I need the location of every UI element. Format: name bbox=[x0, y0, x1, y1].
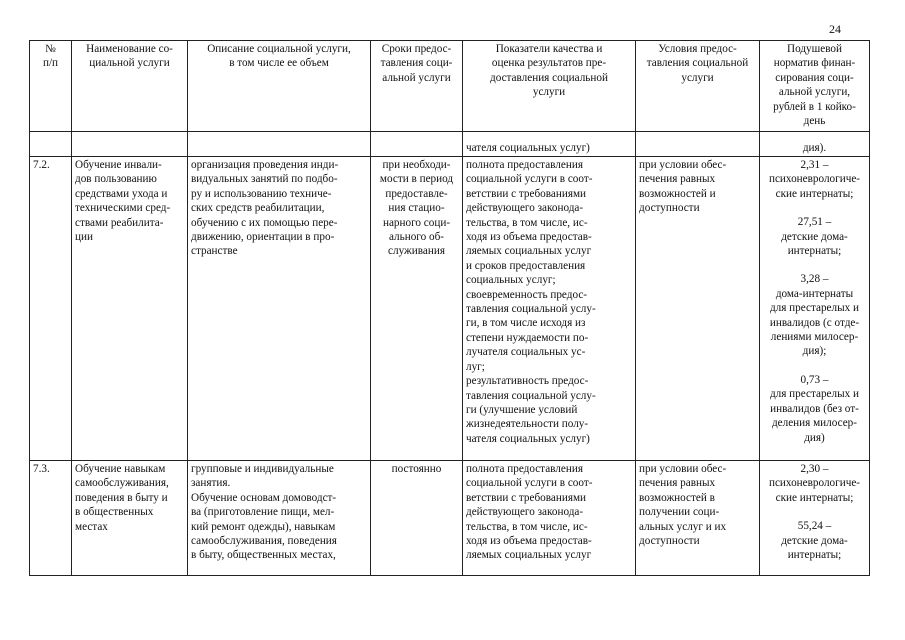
norm-value: 0,73 – bbox=[800, 373, 829, 386]
norm-value: 27,51 – bbox=[797, 216, 832, 229]
text-line: занятия. bbox=[191, 477, 231, 490]
text-line: постоянно bbox=[391, 463, 442, 475]
norm-institution-type: ские интернаты; bbox=[775, 187, 854, 200]
text-line: ходя из объема предостав- bbox=[466, 231, 592, 244]
text-line: оценка результатов пре- bbox=[491, 57, 607, 70]
norm-institution-type: инвалидов (без от- bbox=[770, 402, 859, 415]
text-line: альных услуг и их bbox=[639, 520, 727, 533]
text-line: при необходи- bbox=[382, 159, 451, 171]
text-line: тавления социальной bbox=[646, 57, 749, 70]
continuation-indicators: чателя социальных услуг) bbox=[463, 132, 636, 157]
text-line: самообслуживания, поведения bbox=[191, 535, 337, 548]
text-line: при условии обес- bbox=[639, 463, 727, 475]
text-line: движению, ориентации в про- bbox=[191, 231, 335, 244]
text-line: ствами реабилита- bbox=[75, 216, 164, 229]
service-name bbox=[72, 157, 188, 461]
text-line: действующего законода- bbox=[466, 202, 584, 215]
header-financing-norm bbox=[760, 41, 870, 132]
text-line: день bbox=[803, 115, 826, 128]
norm-value: 55,24 – bbox=[797, 520, 832, 533]
text-line: циальной услуги bbox=[89, 57, 170, 70]
norm-institution-type: психоневрологиче- bbox=[768, 477, 861, 490]
text-line: Описание социальной услуги, bbox=[207, 43, 351, 55]
text-line: Сроки предос- bbox=[381, 43, 452, 55]
norm-institution-type: для престарелых и bbox=[769, 388, 860, 401]
text-line: ции bbox=[75, 231, 93, 244]
text-line: при условии обес- bbox=[639, 159, 727, 171]
service-description bbox=[188, 461, 371, 576]
text-line: доступности bbox=[639, 535, 700, 548]
text-line: ги (улучшение условий bbox=[466, 403, 578, 416]
text-line: ального об- bbox=[388, 231, 445, 244]
text-line: местах bbox=[75, 520, 108, 533]
text-line: норматив финан- bbox=[773, 57, 856, 70]
text-line: № bbox=[45, 43, 56, 55]
norm-institution-type: инвалидов (с отде- bbox=[769, 316, 860, 329]
norm-institution-type: психоневрологиче- bbox=[768, 173, 861, 186]
text-line: тавления соци- bbox=[380, 57, 453, 70]
norm-institution-type: детские дома- bbox=[781, 230, 848, 243]
service-conditions bbox=[636, 461, 760, 576]
text-line: альной услуги bbox=[382, 71, 451, 84]
text-line: печения равных bbox=[639, 173, 716, 186]
norm-value: 2,30 – bbox=[800, 463, 829, 475]
norm-institution-type: дома-интернаты bbox=[775, 287, 854, 300]
table-header-row bbox=[30, 41, 870, 132]
text-line: возможностей и bbox=[639, 187, 716, 200]
text-line: социальной услуги в соот- bbox=[466, 173, 593, 186]
text-line: возможностей в bbox=[639, 491, 715, 504]
text-line: Обучение навыкам bbox=[75, 463, 166, 475]
quality-indicators bbox=[463, 461, 636, 576]
text-line: результативность предос- bbox=[466, 375, 589, 388]
text-line: в том числе ее объем bbox=[229, 57, 329, 70]
text-line: видуальных занятий по подбо- bbox=[191, 173, 338, 186]
text-line: услуги bbox=[532, 86, 566, 99]
text-line: ния стацио- bbox=[388, 202, 445, 215]
header-description bbox=[188, 41, 371, 132]
financing-norm bbox=[760, 461, 870, 576]
text-line: и сроков предоставления bbox=[466, 259, 586, 272]
text-line: получении соци- bbox=[639, 506, 720, 519]
service-conditions bbox=[636, 157, 760, 461]
text-line: рублей в 1 койко- bbox=[773, 100, 856, 113]
norm-value: 3,28 – bbox=[800, 273, 829, 286]
text-line: лучателя социальных ус- bbox=[466, 346, 586, 359]
text-line: тавления социальной услу- bbox=[466, 389, 596, 402]
header-quality-indicators bbox=[463, 41, 636, 132]
text-line: доступности bbox=[639, 202, 700, 215]
row-number: 7.3. bbox=[30, 461, 72, 576]
text-line: техническими сред- bbox=[75, 202, 171, 215]
page-number: 24 bbox=[829, 22, 841, 36]
text-line: нарного соци- bbox=[382, 216, 451, 229]
text-line: средствами ухода и bbox=[75, 187, 168, 200]
text-line: тельства, в том числе, ис- bbox=[466, 520, 588, 533]
text-line: ру и использованию техниче- bbox=[191, 187, 332, 200]
row-number: 7.2. bbox=[30, 157, 72, 461]
text-line: в общественных bbox=[75, 506, 154, 519]
norm-institution-type: для престарелых и bbox=[769, 302, 860, 315]
continuation-row bbox=[30, 132, 870, 157]
header-terms bbox=[371, 41, 463, 132]
text-line: предоставле- bbox=[385, 187, 448, 200]
text-line: альной услуги, bbox=[778, 86, 851, 99]
text-line: ветствии с требованиями bbox=[466, 491, 587, 504]
text-line: чателя социальных услуг) bbox=[466, 432, 590, 445]
text-line: странстве bbox=[191, 245, 238, 258]
text-line: социальной услуги в соот- bbox=[466, 477, 593, 490]
text-line: действующего законода- bbox=[466, 506, 584, 519]
norm-institution-type: дия) bbox=[804, 431, 825, 444]
service-terms bbox=[371, 461, 463, 576]
table-row bbox=[30, 461, 870, 576]
text-line: тавления социальной услу- bbox=[466, 303, 596, 316]
norm-institution-type: деления милосер- bbox=[771, 417, 858, 430]
text-line: социальных услуг; bbox=[466, 274, 556, 287]
header-service-name bbox=[72, 41, 188, 132]
text-line: полнота предоставления bbox=[466, 463, 583, 475]
financing-norm bbox=[760, 157, 870, 461]
text-line: печения равных bbox=[639, 477, 716, 490]
text-line: сирования соци- bbox=[775, 71, 854, 84]
text-line: организация проведения инди- bbox=[191, 159, 339, 171]
text-line: Подушевой bbox=[786, 43, 842, 55]
text-line: служивания bbox=[388, 245, 445, 258]
text-line: луг; bbox=[466, 360, 485, 373]
quality-indicators bbox=[463, 157, 636, 461]
text-line: дов пользованию bbox=[75, 173, 157, 186]
text-line: услуги bbox=[681, 71, 714, 84]
text-line: доставления социальной bbox=[490, 71, 608, 84]
norm-institution-type: ские интернаты; bbox=[775, 491, 854, 504]
text-line: самообслуживания, bbox=[75, 477, 169, 490]
text-line: мости в период bbox=[379, 173, 454, 186]
text-line: обучению с их помощью пере- bbox=[191, 216, 338, 229]
table-row bbox=[30, 157, 870, 461]
norm-institution-type: интернаты; bbox=[787, 549, 842, 562]
continuation-norm: дия). bbox=[760, 132, 870, 157]
text-line: групповые и индивидуальные bbox=[191, 463, 334, 475]
text-line: тельства, в том числе, ис- bbox=[466, 216, 588, 229]
norm-institution-type: лениями милосер- bbox=[770, 331, 859, 344]
text-line: ляемых социальных услуг bbox=[466, 245, 592, 258]
norm-institution-type: детские дома- bbox=[781, 534, 848, 547]
text-line: ляемых социальных услуг bbox=[466, 549, 592, 562]
text-line: ги, в том числе исходя из bbox=[466, 317, 586, 330]
header-conditions bbox=[636, 41, 760, 132]
text-line: жизнедеятельности полу- bbox=[466, 418, 589, 431]
text-line: Обучение инвали- bbox=[75, 159, 162, 171]
service-description bbox=[188, 157, 371, 461]
header-num bbox=[30, 41, 72, 132]
text-line: в быту, общественных местах, bbox=[191, 549, 336, 562]
text-line: Наименование со- bbox=[86, 43, 173, 55]
norm-institution-type: интернаты; bbox=[787, 245, 842, 258]
text-line: п/п bbox=[42, 57, 59, 70]
text-line: кий ремонт одежды), навыкам bbox=[191, 520, 336, 533]
service-name bbox=[72, 461, 188, 576]
text-line: поведения в быту и bbox=[75, 491, 168, 504]
text-line: ходя из объема предостав- bbox=[466, 535, 592, 548]
text-line: ва (приготовление пищи, мел- bbox=[191, 506, 335, 519]
text-line: ских средств реабилитации, bbox=[191, 202, 325, 215]
text-line: ветствии с требованиями bbox=[466, 187, 587, 200]
text-line: Условия предос- bbox=[658, 43, 737, 55]
text-line: Обучение основам домоводст- bbox=[191, 491, 337, 504]
text-line: степени нуждаемости по- bbox=[466, 331, 589, 344]
text-line: своевременность предос- bbox=[466, 288, 588, 301]
norm-value: 2,31 – bbox=[800, 159, 829, 171]
text-line: Показатели качества и bbox=[495, 43, 603, 55]
norm-institution-type: дия); bbox=[802, 345, 827, 358]
text-line: полнота предоставления bbox=[466, 159, 583, 171]
social-services-table bbox=[29, 40, 870, 576]
service-terms bbox=[371, 157, 463, 461]
